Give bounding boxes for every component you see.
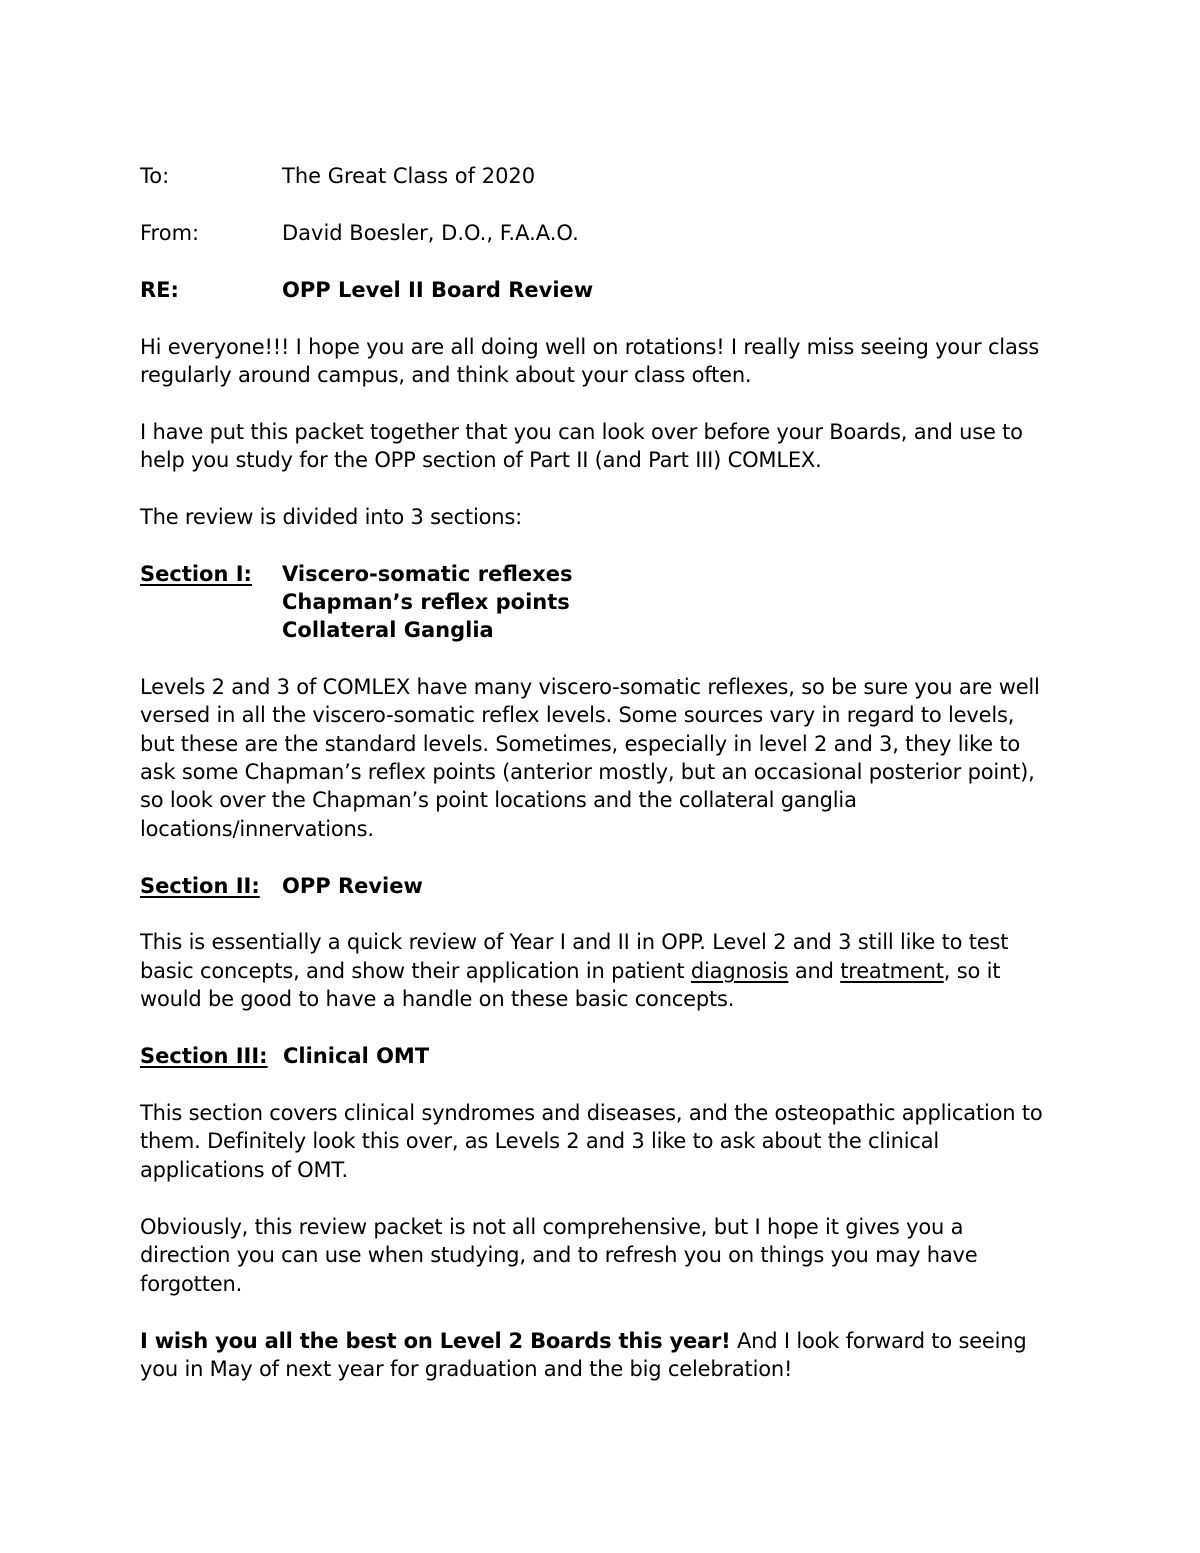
section2-label: Section II: [140,874,260,898]
section1-topic-1: Viscero-somatic reflexes [282,562,573,586]
to-label: To: [140,164,170,188]
section2-line2-text-a: basic concepts, and show their application in patient [140,959,691,983]
section1-line5: so look over the Chapman’s point locations and the collateral ganglia [140,788,857,812]
section3-line2: them. Definitely look this over, as Levels 2 and 3 like to ask about the clinical [140,1129,940,1153]
from-value: David Boesler, D.O., F.A.A.O. [282,221,579,245]
intro-p2-line1: I have put this packet together that you can look over before your Boards, and use to [140,420,1023,444]
from-label: From: [140,221,200,245]
section1-topic-2: Chapman’s reflex points [282,590,570,614]
section2-line2-text-c: and [788,959,841,983]
section1-topic-3: Collateral Ganglia [282,618,494,642]
section2-title: OPP Review [282,874,423,898]
to-value: The Great Class of 2020 [282,164,536,188]
intro-p1-line1: Hi everyone!!! I hope you are all doing well on rotations! I really miss seeing your class [140,335,1040,359]
section2-line2-text-e: , so it [943,959,1001,983]
re-value: OPP Level II Board Review [282,278,594,302]
closing-p1-line3: forgotten. [140,1272,243,1296]
section2-line3: would be good to have a handle on these basic concepts. [140,987,735,1011]
section3-line1: This section covers clinical syndromes and diseases, and the osteopathic application to [140,1101,1043,1125]
section1-label: Section I: [140,562,252,586]
closing-p2-line1 [140,1327,1027,1355]
intro-p2-line2: help you study for the OPP section of Part II (and Part III) COMLEX. [140,448,822,472]
section1-line4: ask some Chapman’s reflex points (anterior mostly, but an occasional posterior point), [140,760,1035,784]
closing-p2-line2: you in May of next year for graduation and the big celebration! [140,1357,793,1381]
section1-line2: versed in all the viscero-somatic reflex levels. Some sources vary in regard to levels, [140,703,1015,727]
section1-line3: but these are the standard levels. Sometimes, especially in level 2 and 3, they like to [140,732,1021,756]
section2-line2 [140,957,1000,985]
closing-wish-bold: I wish you all the best on Level 2 Boards this year! [140,1329,731,1353]
closing-wish-rest: And I look forward to seeing [730,1329,1027,1353]
section2-line1: This is essentially a quick review of Year I and II in OPP. Level 2 and 3 still like to test [140,930,1009,954]
intro-p3-line1: The review is divided into 3 sections: [140,505,522,529]
re-label: RE: [140,278,179,302]
treatment-underlined: treatment [840,959,944,983]
section1-line6: locations/innervations. [140,817,374,841]
closing-p1-line2: direction you can use when studying, and to refresh you on things you may have [140,1243,978,1267]
intro-p1-line2: regularly around campus, and think about your class often. [140,363,752,387]
section1-line1: Levels 2 and 3 of COMLEX have many viscero-somatic reflexes, so be sure you are well [140,675,1040,699]
section3-line3: applications of OMT. [140,1158,349,1182]
section3-label: Section III: [140,1044,268,1068]
diagnosis-underlined: diagnosis [690,959,789,983]
closing-p1-line1: Obviously, this review packet is not all comprehensive, but I hope it gives you a [140,1215,964,1239]
section3-title: Clinical OMT [283,1044,430,1068]
